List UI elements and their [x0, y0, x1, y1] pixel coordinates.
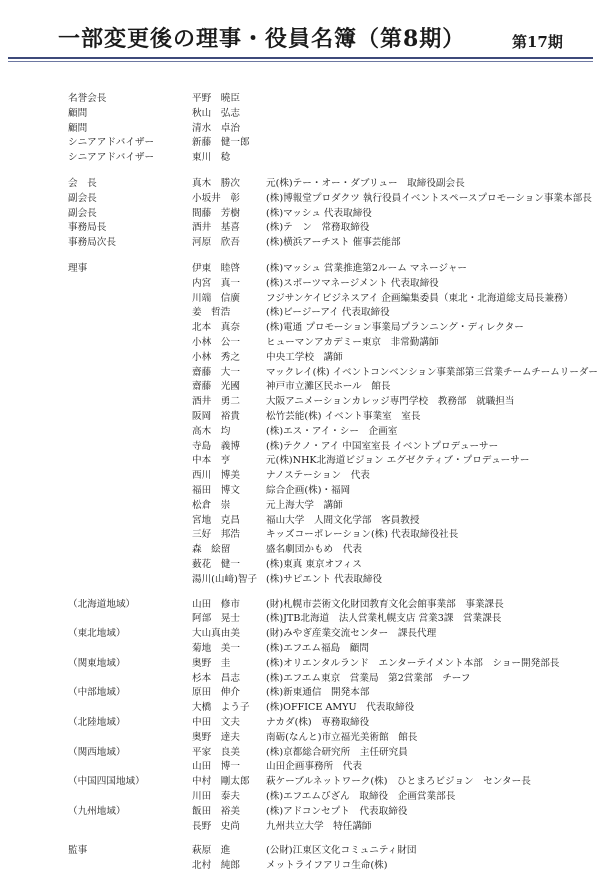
role-label: （中部地域） [68, 687, 126, 699]
affiliation: (株)サピエント 代表取締役 [266, 573, 383, 585]
roster-row [0, 425, 600, 439]
role-label: 事務局次長 [68, 237, 116, 249]
person-name: 秋山 弘志 [192, 107, 240, 119]
person-name: 北村 純郎 [192, 860, 240, 872]
role-label: （北海道地域） [68, 598, 136, 610]
role-label: 監事 [68, 845, 88, 857]
roster-row [0, 627, 600, 641]
person-name: 阪岡 裕貴 [192, 411, 240, 422]
roster-row [0, 672, 600, 686]
role-label: 副会長 [68, 192, 97, 204]
person-name: 中田 文夫 [192, 717, 240, 728]
affiliation: (株)横浜アーチスト 催事芸能部 [266, 237, 401, 249]
affiliation: (株)オリエンタルランド エンターテイメント本部 ショー開発部長 [266, 657, 560, 669]
person-name: 山田 修市 [192, 598, 240, 610]
affiliation: (株)マッシュ 代表取締役 [266, 207, 372, 219]
roster-row [0, 292, 600, 306]
roster-row [0, 92, 600, 106]
affiliation: (株)京都総合研究所 主任研究員 [266, 746, 408, 758]
person-name: 長野 史尚 [192, 820, 240, 832]
affiliation: (株)新東通信 開発本部 [266, 687, 370, 699]
roster-row [0, 657, 600, 671]
roster-row [0, 469, 600, 483]
roster-row [0, 380, 600, 394]
roster-row [0, 790, 600, 804]
affiliation: 盛名劇団かもめ 代表 [266, 544, 362, 556]
affiliation: (株)マッシュ 営業推進第2ルーム マネージャー [266, 263, 468, 274]
affiliation: (株)電通 プロモーション事業局プランニング・ディレクター [266, 322, 524, 334]
roster-row [0, 746, 600, 760]
person-name: 萩原 進 [192, 845, 231, 857]
affiliation: フジサンケイビジネスアイ 企画編集委員（東北・北海道総支局長兼務） [266, 292, 574, 304]
roster-row [0, 760, 600, 774]
person-name: 川端 信廣 [192, 292, 240, 304]
affiliation: (株)アドコンセプト 代表取締役 [266, 805, 408, 817]
person-name: 川田 泰夫 [192, 791, 240, 802]
document-title: 一部変更後の理事・役員名簿（第8期） [58, 26, 466, 52]
affiliation: マックレイ(株) イベントコンベンション事業部第三営業チームチームリーダー [266, 366, 598, 378]
person-name: 酒井 基喜 [192, 222, 240, 234]
roster-row [0, 336, 600, 350]
roster-row [0, 598, 600, 612]
roster-row [0, 543, 600, 557]
roster-row [0, 686, 600, 700]
roster-row [0, 177, 600, 191]
person-name: 小林 公一 [192, 337, 240, 348]
affiliation: (株)テクノ・アイ 中国室室長 イベントプロデューサー [266, 440, 499, 452]
role-label: （関西地域） [68, 746, 126, 758]
roster-row [0, 716, 600, 730]
affiliation: (株)エス・アイ・シー 企画室 [266, 425, 398, 437]
person-name: 山田 博一 [192, 761, 240, 773]
person-name: 伊東 睦啓 [192, 263, 240, 274]
header-rule [8, 57, 593, 59]
person-name: 奥野 圭 [192, 657, 231, 669]
affiliation: (株)エフエム東京 営業局 第2営業部 チーフ [266, 672, 471, 684]
affiliation: (株)JTB北海道 法人営業札幌支店 営業3課 営業課長 [266, 613, 502, 625]
roster-row [0, 484, 600, 498]
affiliation: 元(株)NHK北海道ビジョン エグゼクティブ・プロデューサー [266, 455, 530, 467]
person-name: 菊地 美一 [192, 643, 240, 654]
header-rule-thin [8, 61, 593, 62]
roster-row [0, 440, 600, 454]
person-name: 真木 勝次 [192, 178, 240, 189]
role-label: （関東地域） [68, 657, 126, 669]
person-name: 西川 博美 [192, 470, 240, 482]
affiliation: (株)エフエムびざん 取締役 企画営業部長 [266, 791, 456, 802]
roster-row [0, 277, 600, 291]
affiliation: 綜合企画(株)・福岡 [266, 485, 351, 496]
roster-row [0, 122, 600, 136]
affiliation: 中央工学校 講師 [266, 351, 343, 363]
affiliation: ナカダ(株) 専務取締役 [266, 717, 370, 728]
person-name: 寺島 義博 [192, 440, 240, 452]
affiliation: 松竹芸能(株) イベント事業室 室長 [266, 411, 421, 422]
affiliation: 神戸市立灘区民ホール 館長 [266, 381, 391, 393]
person-name: 小林 秀之 [192, 351, 240, 363]
role-label: （九州地域） [68, 805, 126, 817]
roster-row [0, 775, 600, 789]
affiliation: 大阪アニメーションカレッジ専門学校 教務部 就職担当 [266, 396, 515, 408]
person-name: 宮地 克昌 [192, 514, 240, 526]
affiliation: メットライフアリコ生命(株) [266, 860, 388, 872]
role-label: 会 長 [68, 178, 97, 189]
roster-row [0, 207, 600, 221]
role-label: 顧問 [68, 107, 88, 119]
roster-row [0, 306, 600, 320]
role-label: 理事 [68, 263, 88, 274]
roster-row [0, 151, 600, 165]
affiliation: 元(株)テー・オー・ダブリュー 取締役副会長 [266, 178, 465, 189]
person-name: 三好 邦浩 [192, 529, 240, 541]
role-label: （中国四国地域） [68, 776, 145, 788]
affiliation: (株)ビージーアイ 代表取締役 [266, 307, 390, 319]
roster-row [0, 192, 600, 206]
affiliation: (財)みやぎ産業交流センター 課長代理 [266, 628, 437, 640]
term-label: 第17期 [512, 33, 563, 51]
person-name: 大橋 よう子 [192, 702, 250, 714]
role-label: シニアアドバイザー [68, 137, 155, 149]
role-label: シニアアドバイザー [68, 152, 155, 164]
roster-row [0, 395, 600, 409]
roster-row [0, 731, 600, 745]
person-name: 齋藤 大一 [192, 366, 240, 378]
roster-row [0, 454, 600, 468]
affiliation: (財)札幌市芸術文化財団教育文化会館事業部 事業課長 [266, 598, 504, 610]
person-name: 小坂井 彰 [192, 192, 240, 204]
person-name: 大山真由美 [192, 628, 240, 640]
person-name: 新藤 健一郎 [192, 137, 250, 149]
person-name: 森 絵留 [192, 544, 231, 556]
roster-row [0, 221, 600, 235]
person-name: 平野 曉臣 [192, 93, 240, 104]
affiliation: (株)テ ン 常務取締役 [266, 222, 370, 234]
roster-row [0, 558, 600, 572]
roster-row [0, 136, 600, 150]
person-name: 湯川(山﨑)智子 [192, 573, 258, 585]
affiliation: (株)OFFICE AMYU 代表取締役 [266, 702, 415, 714]
affiliation: 元上海大学 講師 [266, 499, 343, 511]
roster-row [0, 236, 600, 250]
roster-row [0, 410, 600, 424]
person-name: 姜 哲浩 [192, 307, 231, 319]
person-name: 河原 欣吾 [192, 237, 240, 249]
affiliation: (株)エフエム福島 顧問 [266, 643, 369, 654]
person-name: 高木 均 [192, 425, 231, 437]
roster-row [0, 642, 600, 656]
roster-row [0, 844, 600, 858]
person-name: 齋藤 光國 [192, 381, 240, 393]
roster-row [0, 612, 600, 626]
role-label: 副会長 [68, 207, 97, 219]
roster-row [0, 805, 600, 819]
roster-row [0, 701, 600, 715]
affiliation: 福山大学 人間文化学部 客員教授 [266, 514, 420, 526]
affiliation: (株)博報堂プロダクツ 執行役員イベントスペースプロモーション事業本部長 [266, 192, 592, 204]
roster-row [0, 820, 600, 834]
person-name: 中村 剛太郎 [192, 776, 250, 788]
roster-row [0, 351, 600, 365]
page-header [0, 0, 600, 68]
roster-row [0, 107, 600, 121]
person-name: 内宮 真一 [192, 277, 240, 289]
role-label: 名誉会長 [68, 93, 107, 104]
affiliation: 萩ケーブルネットワーク(株) ひとまろビジョン センター長 [266, 776, 531, 788]
person-name: 飯田 裕美 [192, 805, 240, 817]
roster-row [0, 514, 600, 528]
person-name: 阿部 晃士 [192, 613, 240, 625]
person-name: 原田 伸介 [192, 687, 240, 699]
affiliation: ナノステーション 代表 [266, 470, 370, 482]
affiliation: ヒューマンアカデミー東京 非常勤講師 [266, 337, 439, 348]
roster-row [0, 321, 600, 335]
affiliation: (株)東真 東京オフィス [266, 559, 362, 570]
roster-row [0, 366, 600, 380]
person-name: 松倉 崇 [192, 499, 231, 511]
person-name: 酒井 勇二 [192, 396, 240, 408]
person-name: 東川 稔 [192, 152, 231, 164]
roster-row [0, 573, 600, 587]
person-name: 北本 真奈 [192, 322, 240, 334]
person-name: 清水 卓治 [192, 122, 240, 134]
roster-row [0, 499, 600, 513]
affiliation: 九州共立大学 特任講師 [266, 820, 372, 832]
person-name: 平家 良美 [192, 746, 240, 758]
affiliation: (公財)江東区文化コミュニティ財団 [266, 845, 417, 857]
person-name: 福田 博文 [192, 485, 240, 496]
person-name: 奥野 達夫 [192, 731, 240, 743]
person-name: 中本 亨 [192, 455, 231, 467]
affiliation: (株)スポーツマネージメント 代表取締役 [266, 277, 439, 289]
role-label: 事務局長 [68, 222, 107, 234]
roster-row [0, 528, 600, 542]
person-name: 間藤 芳樹 [192, 207, 240, 219]
role-label: 顧問 [68, 122, 88, 134]
roster-row [0, 859, 600, 873]
person-name: 杉本 昌志 [192, 672, 240, 684]
affiliation: キッズコーポレーション(株) 代表取締役社長 [266, 529, 459, 541]
role-label: （東北地域） [68, 628, 126, 640]
person-name: 薮花 健一 [192, 559, 240, 570]
affiliation: 山田企画事務所 代表 [266, 761, 362, 773]
roster-row [0, 262, 600, 276]
affiliation: 南砺(なんと)市立福光美術館 館長 [266, 731, 418, 743]
role-label: （北陸地域） [68, 717, 126, 728]
